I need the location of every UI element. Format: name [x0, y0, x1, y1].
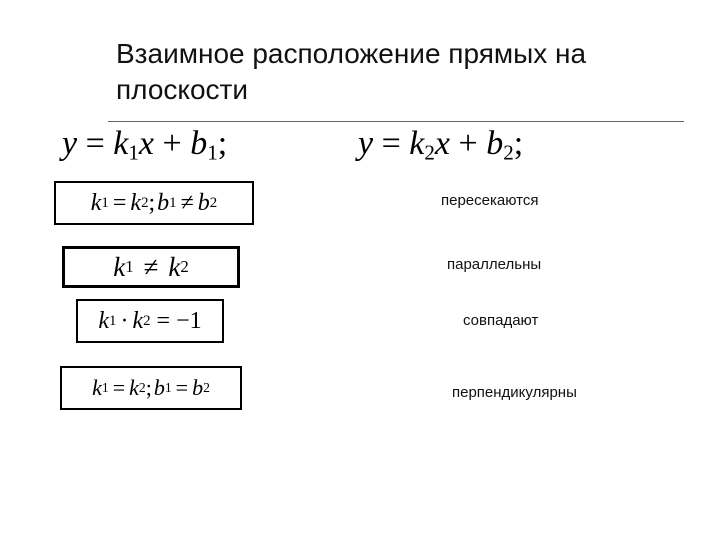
condition-box-2: k 1 ≠ k 2 [62, 246, 240, 288]
condition-box-3: k 1 · k 2 = −1 [76, 299, 224, 343]
answer-label-4: перпендикулярны [452, 384, 577, 401]
line-equation-1: $y = k_1x + b_1$; [62, 125, 228, 165]
slide-title: Взаимное расположение прямых на плоскости [116, 38, 587, 105]
answer-label-2: параллельны [447, 256, 542, 273]
answer-label-1: пересекаются [441, 192, 539, 209]
line-equation-2: $y = k_2x + b_2$; [358, 125, 524, 165]
condition-box-4: k 1 = k 2 ; b 1 = b 2 [60, 366, 242, 410]
title-divider [108, 121, 684, 122]
answer-label-3: совпадают [463, 312, 539, 329]
condition-box-1: k 1 = k 2 ; b 1 ≠ b 2 [54, 181, 254, 225]
